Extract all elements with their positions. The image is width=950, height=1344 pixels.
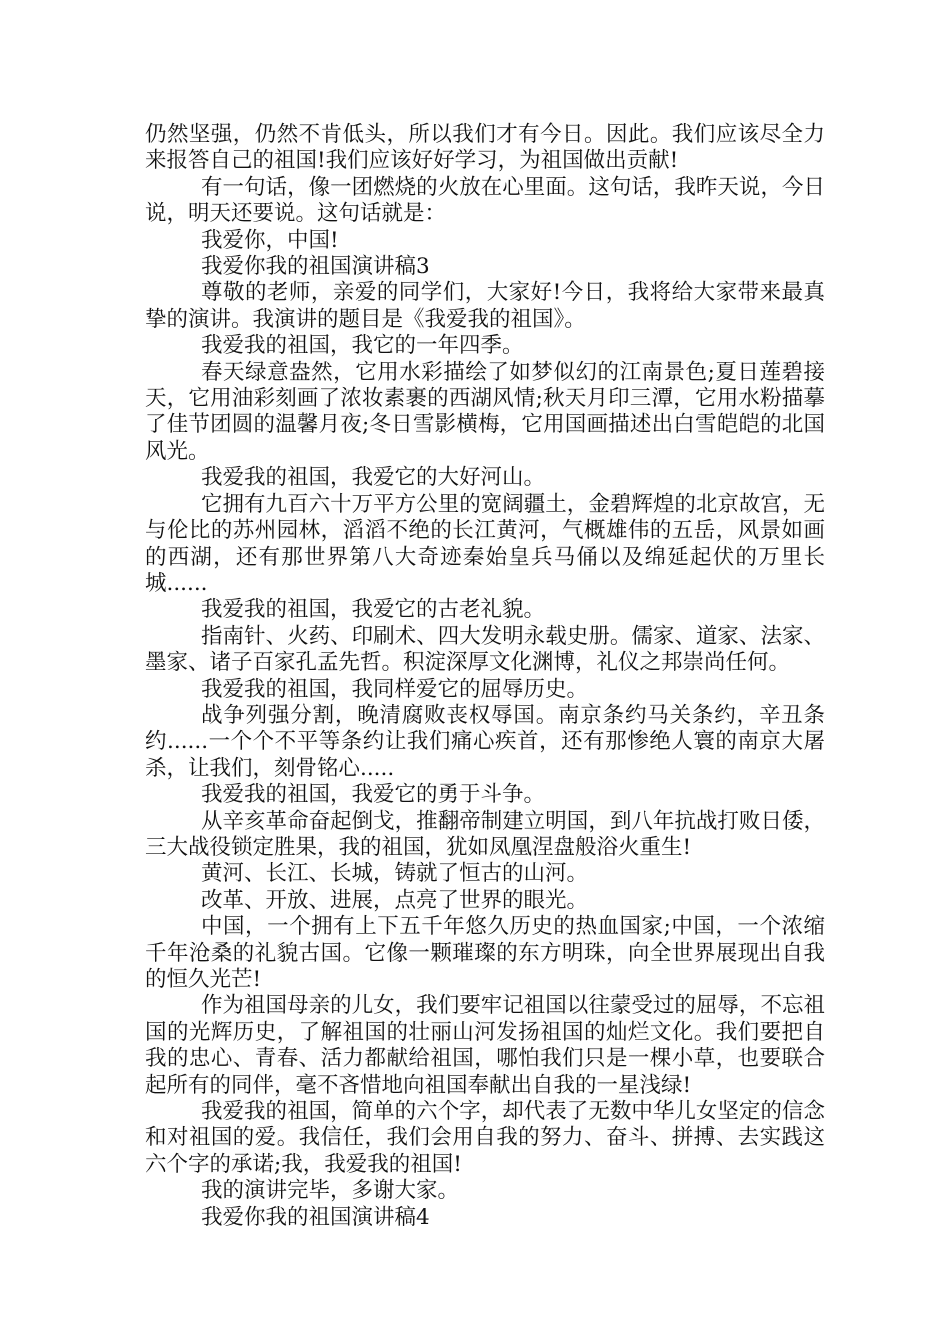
paragraph: 有一句话，像一团燃烧的火放在心里面。这句话，我昨天说，今日说，明天还要说。这句话就是： bbox=[145, 174, 825, 227]
paragraph: 尊敬的老师，亲爱的同学们，大家好!今日，我将给大家带来最真挚的演讲。我演讲的题目是《我爱我的祖国》。 bbox=[145, 280, 825, 332]
paragraph: 我爱你，中国! bbox=[201, 227, 339, 253]
paragraph: 我爱我的祖国，我爱它的大好河山。 bbox=[201, 465, 546, 491]
paragraph: 我爱我的祖国，我爱它的古老礼貌。 bbox=[201, 597, 546, 623]
paragraph: 中国，一个拥有上下五千年悠久历史的热血国家;中国，一个浓缩千年沧桑的礼貌古国。它像一颗璀璨的东方明珠，向全世界展现出自我的恒久光芒! bbox=[145, 914, 825, 992]
paragraph: 我爱你我的祖国演讲稿3 bbox=[201, 254, 430, 280]
paragraph: 它拥有九百六十万平方公里的宽阔疆土，金碧辉煌的北京故宫，无与伦比的苏州园林，滔滔不绝的长江黄河，气概雄伟的五岳，风景如画的西湖，还有那世界第八大奇迹秦始皇兵马俑以及绵延起伏的万里长城...... bbox=[145, 491, 825, 596]
paragraph: 作为祖国母亲的儿女，我们要牢记祖国以往蒙受过的屈辱，不忘祖国的光辉历史，了解祖国的壮丽山河发扬祖国的灿烂文化。我们要把自我的忠心、青春、活力都献给祖国，哪怕我们只是一棵小草，也要联合起所有的同伴，毫不吝惜地向祖国奉献出自我的一星浅绿! bbox=[145, 993, 825, 1098]
paragraph: 战争列强分割，晚清腐败丧权辱国。南京条约马关条约，辛丑条约......一个个不平等条约让我们痛心疾首，还有那惨绝人寰的南京大屠杀，让我们，刻骨铭心..... bbox=[145, 702, 825, 781]
paragraph: 我爱我的祖国，我它的一年四季。 bbox=[201, 333, 524, 359]
paragraph: 春天绿意盎然，它用水彩描绘了如梦似幻的江南景色;夏日莲碧接天，它用油彩刻画了浓妆素裹的西湖风情;秋天月印三潭，它用水粉描摹了佳节团圆的温馨月夜;冬日雪影横梅，它用国画描述出白雪皑皑的北国风光。 bbox=[145, 359, 825, 464]
paragraph: 我的演讲完毕，多谢大家。 bbox=[201, 1178, 460, 1204]
paragraph: 我爱我的祖国，我爱它的勇于斗争。 bbox=[201, 782, 546, 808]
paragraph: 我爱你我的祖国演讲稿4 bbox=[201, 1204, 430, 1230]
paragraph: 指南针、火药、印刷术、四大发明永载史册。儒家、道家、法家、墨家、诸子百家孔孟先哲。积淀深厚文化渊博，礼仪之邦崇尚任何。 bbox=[145, 623, 825, 676]
paragraph: 我爱我的祖国，简单的六个字，却代表了无数中华儿女坚定的信念和对祖国的爱。我信任，我们会用自我的努力、奋斗、拼搏、去实践这六个字的承诺;我，我爱我的祖国! bbox=[145, 1099, 825, 1177]
paragraph: 黄河、长江、长城，铸就了恒古的山河。 bbox=[201, 861, 589, 887]
paragraph: 仍然坚强，仍然不肯低头，所以我们才有今日。因此。我们应该尽全力来报答自己的祖国!我们应该好好学习，为祖国做出贡献! bbox=[145, 122, 825, 174]
paragraph: 从辛亥革命奋起倒戈，推翻帝制建立明国，到八年抗战打败日倭，三大战役锁定胜果，我的祖国，犹如凤凰涅盘般浴火重生! bbox=[145, 808, 825, 860]
paragraph: 改革、开放、进展，点亮了世界的眼光。 bbox=[201, 887, 589, 913]
paragraph: 我爱我的祖国，我同样爱它的屈辱历史。 bbox=[201, 676, 589, 702]
document-body bbox=[145, 122, 825, 1231]
